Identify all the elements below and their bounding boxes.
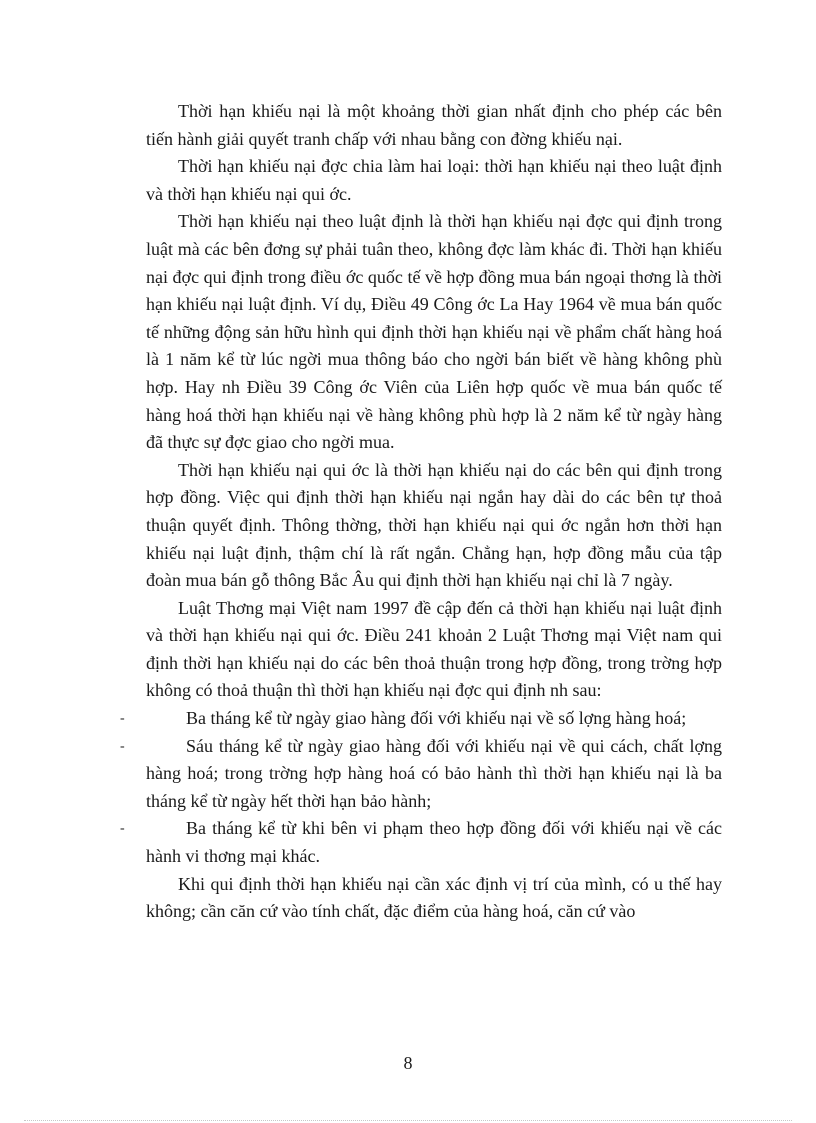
list-item-text: Sáu tháng kể từ ngày giao hàng đối với khiếu nại về qui cách, chất lợng hàng hoá; trong trờng hợp hàng hoá có bảo hành thì thời hạn khiếu nại là ba tháng kể từ ngày hết thời hạn bảo hành; (146, 735, 722, 811)
page-number: 8 (403, 1053, 413, 1073)
body-text (120, 98, 722, 926)
claim-period-list (120, 705, 722, 871)
list-item (120, 705, 722, 733)
paragraph-agreed-period: Thời hạn khiếu nại qui ớc là thời hạn khiếu nại do các bên qui định trong hợp đồng. Việc qui định thời hạn khiếu nại ngắn hay dài do các bên tự thoả thuận quyết định. Thông thờng, thời hạn khiếu nại qui ớc ngắn hơn thời hạn khiếu nại luật định, thậm chí là rất ngắn. Chẳng hạn, hợp đồng mẫu của tập đoàn mua bán gỗ thông Bắc Âu qui định thời hạn khiếu nại chỉ là 7 ngày. (146, 459, 722, 591)
paragraph-closing: Khi qui định thời hạn khiếu nại cần xác định vị trí của mình, có u thế hay không; cần căn cứ vào tính chất, đặc điểm của hàng hoá, căn cứ vào (146, 873, 722, 922)
list-item-text: Ba tháng kể từ khi bên vi phạm theo hợp đồng đối với khiếu nại về các hành vi thơng mại khác. (146, 818, 722, 867)
list-marker: - (120, 821, 125, 837)
list-item-text: Ba tháng kể từ ngày giao hàng đối với khiếu nại về số lợng hàng hoá; (186, 708, 687, 729)
paragraph-definition: Thời hạn khiếu nại là một khoảng thời gian nhất định cho phép các bên tiến hành giải quyết tranh chấp với nhau bằng con đờng khiếu nại. (146, 101, 722, 149)
list-item (120, 815, 722, 870)
list-item (120, 733, 722, 816)
list-marker: - (120, 738, 125, 754)
list-marker: - (120, 711, 125, 727)
paragraph-statutory-period: Thời hạn khiếu nại theo luật định là thời hạn khiếu nại đợc qui định trong luật mà các bên đơng sự phải tuân theo, không đợc làm khác đi. Thời hạn khiếu nại đợc qui định trong điều ớc quốc tế về hợp đồng mua bán ngoại thơng là thời hạn khiếu nại luật định. Ví dụ, Điều 49 Công ớc La Hay 1964 về mua bán quốc tế những động sản hữu hình qui định thời hạn khiếu nại về phẩm chất hàng hoá là 1 năm kể từ lúc ngời mua thông báo cho ngời bán biết về hàng không phù hợp. Hay nh Điều 39 Công ớc Viên của Liên hợp quốc về mua bán quốc tế hàng hoá thời hạn khiếu nại về hàng không phù hợp là 2 năm kể từ ngày hàng đã thực sự đợc giao cho ngời mua. (146, 211, 722, 453)
paragraph-classification: Thời hạn khiếu nại đợc chia làm hai loại: thời hạn khiếu nại theo luật định và thời hạn khiếu nại qui ớc. (146, 156, 722, 204)
page-bottom-divider (24, 1120, 792, 1121)
paragraph-commercial-law: Luật Thơng mại Việt nam 1997 đề cập đến cả thời hạn khiếu nại luật định và thời hạn khiếu nại qui ớc. Điều 241 khoản 2 Luật Thơng mại Việt nam qui định thời hạn khiếu nại do các bên thoả thuận trong hợp đồng, trong trờng hợp không có thoả thuận thì thời hạn khiếu nại đợc qui định nh sau: (146, 597, 722, 701)
